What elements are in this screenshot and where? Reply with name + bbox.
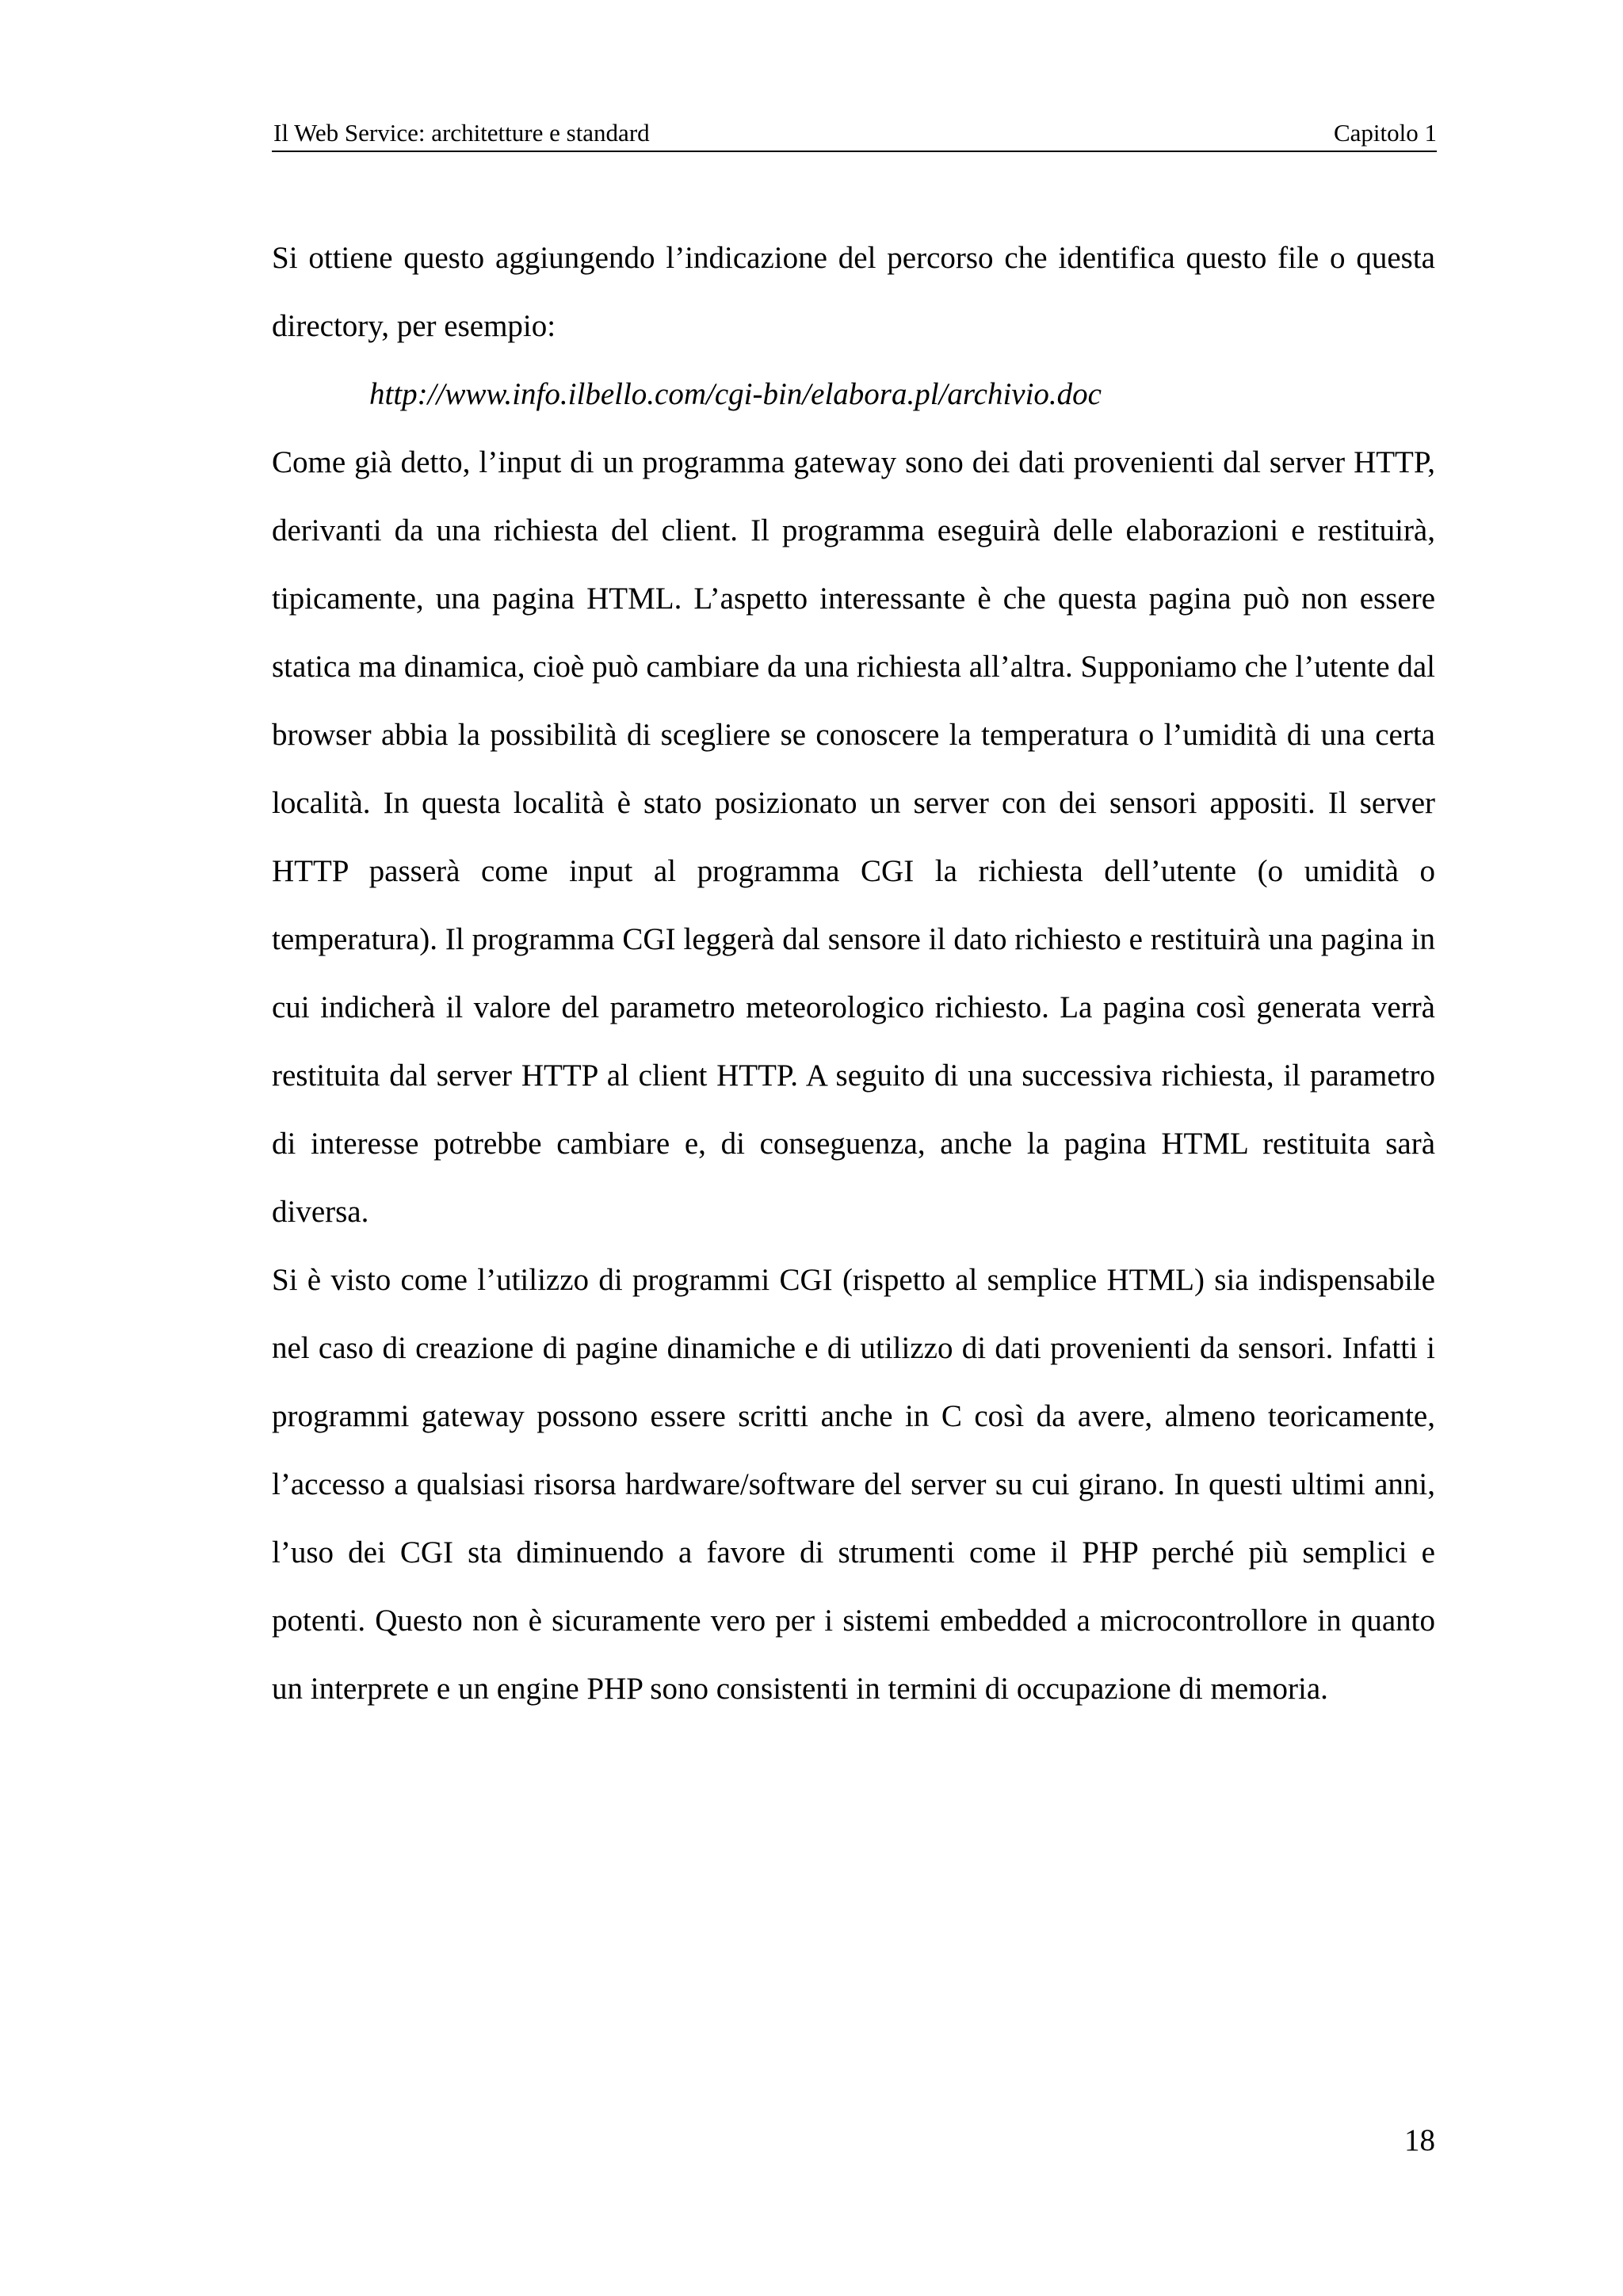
body-text — [272, 224, 1435, 1723]
paragraph-gateway-input: Come già detto, l’input di un programma gateway sono dei dati provenienti dal server HTTP, derivanti da una richiesta del client. Il programma eseguirà delle elaborazioni e restituirà, tipicamente, una pagina HTML. L’aspetto interessante è che questa pagina può non essere statica ma dinamica, cioè può cambiare da una richiesta all’altra. Supponiamo che l’utente dal browser abbia la possibilità di scegliere se conoscere la temperatura o l’umidità di una certa località. In questa località è stato posizionato un server con dei sensori appositi. Il server HTTP passerà come input al programma CGI la richiesta dell’utente (o umidità o temperatura). Il programma CGI leggerà dal sensore il dato richiesto e restituirà una pagina in cui indicherà il valore del parametro meteorologico richiesto. La pagina così generata verrà restituita dal server HTTP al client HTTP. A seguito di una successiva richiesta, il parametro di interesse potrebbe cambiare e, di conseguenza, anche la pagina HTML restituita sarà diversa. — [272, 445, 1435, 1229]
paragraph-intro: Si ottiene questo aggiungendo l’indicazione del percorso che identifica questo file o questa directory, per esempio: — [272, 241, 1435, 343]
example-url: http://www.info.ilbello.com/cgi-bin/elabora.pl/archivio.doc — [369, 377, 1102, 411]
page-number: 18 — [1404, 2123, 1435, 2157]
paragraph-cgi-usage: Si è visto come l’utilizzo di programmi CGI (rispetto al semplice HTML) sia indispensabile nel caso di creazione di pagine dinamiche e di utilizzo di dati provenienti da sensori. Infatti i programmi gateway possono essere scritti anche in C così da avere, almeno teoricamente, l’accesso a qualsiasi risorsa hardware/software del server su cui girano. In questi ultimi anni, l’uso dei CGI sta diminuendo a favore di strumenti come il PHP perché più semplici e potenti. Questo non è sicuramente vero per i sistemi embedded a microcontrollore in quanto un interprete e un engine PHP sono consistenti in termini di occupazione di memoria. — [272, 1263, 1435, 1706]
header-title: Il Web Service: architetture e standard — [273, 119, 650, 147]
running-header — [272, 116, 1437, 152]
header-chapter: Capitolo 1 — [1333, 119, 1437, 147]
